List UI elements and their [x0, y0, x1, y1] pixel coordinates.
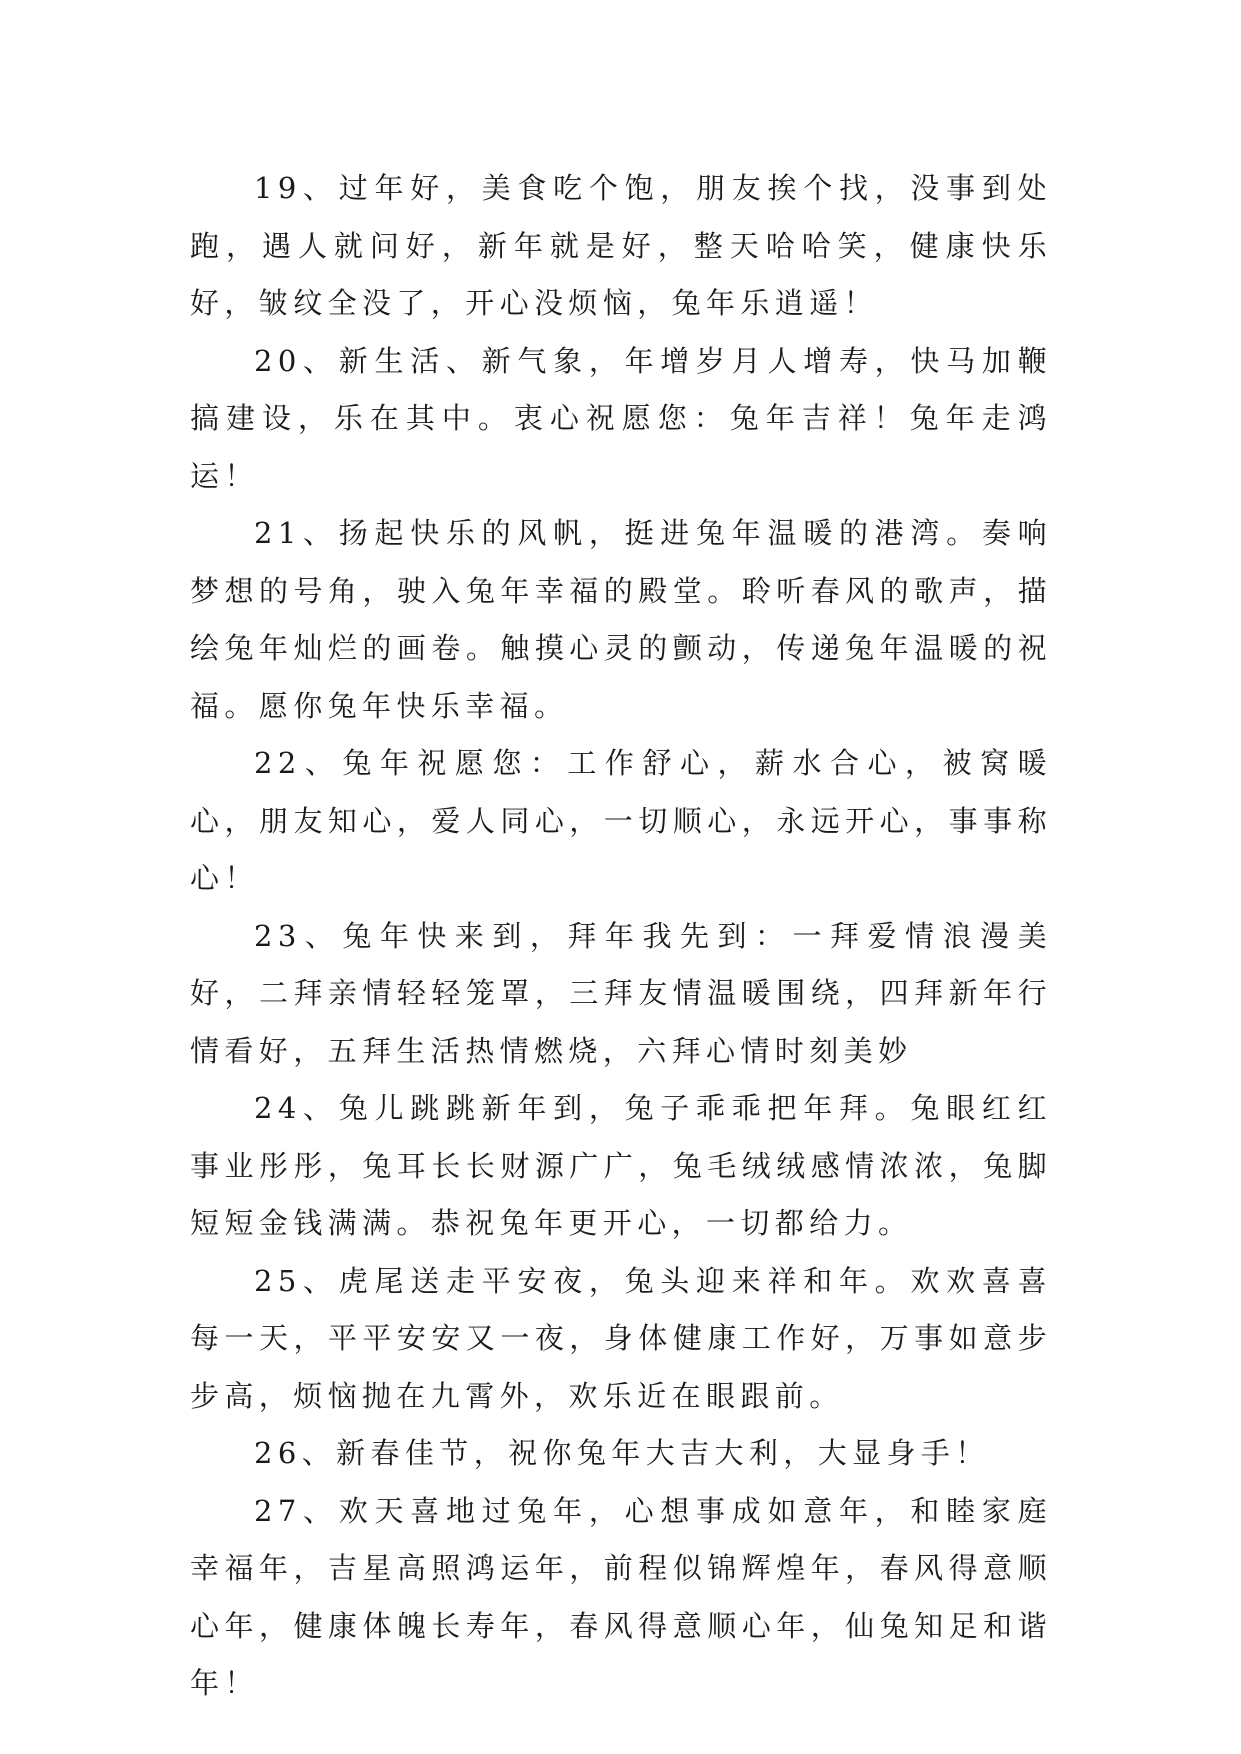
paragraph-23: 23、兔年快来到，拜年我先到：一拜爱情浪漫美好，二拜亲情轻轻笼罩，三拜友情温暖围绕，四拜新年行情看好，五拜生活热情燃烧，六拜心情时刻美妙 [190, 918, 1052, 1068]
document-body [190, 160, 1052, 1713]
paragraph-19: 19、过年好，美食吃个饱，朋友挨个找，没事到处跑，遇人就问好，新年就是好，整天哈哈笑，健康快乐好，皱纹全没了，开心没烦恼，兔年乐逍遥！ [190, 171, 1052, 320]
paragraph-22: 22、兔年祝愿您：工作舒心，薪水合心，被窝暖心，朋友知心，爱人同心，一切顺心，永远开心，事事称心！ [190, 746, 1052, 895]
paragraph-24: 24、兔儿跳跳新年到，兔子乖乖把年拜。兔眼红红事业彤彤，兔耳长长财源广广，兔毛绒绒感情浓浓，兔脚短短金钱满满。恭祝兔年更开心，一切都给力。 [190, 1091, 1052, 1240]
paragraph-26: 26、新春佳节，祝你兔年大吉大利，大显身手！ [254, 1436, 990, 1470]
paragraph-25: 25、虎尾送走平安夜，兔头迎来祥和年。欢欢喜喜每一天，平平安安又一夜，身体健康工作好，万事如意步步高，烦恼抛在九霄外，欢乐近在眼跟前。 [190, 1263, 1052, 1413]
paragraph-27: 27、欢天喜地过兔年，心想事成如意年，和睦家庭幸福年，吉星高照鸿运年，前程似锦辉煌年，春风得意顺心年，健康体魄长寿年，春风得意顺心年，仙兔知足和谐年！ [190, 1493, 1052, 1700]
paragraph-20: 20、新生活、新气象，年增岁月人增寿，快马加鞭搞建设，乐在其中。衷心祝愿您：兔年吉祥！兔年走鸿运！ [190, 343, 1052, 493]
paragraph-21: 21、扬起快乐的风帆，挺进兔年温暖的港湾。奏响梦想的号角，驶入兔年幸福的殿堂。聆听春风的歌声，描绘兔年灿烂的画卷。触摸心灵的颤动，传递兔年温暖的祝福。愿你兔年快乐幸福。 [190, 516, 1052, 723]
